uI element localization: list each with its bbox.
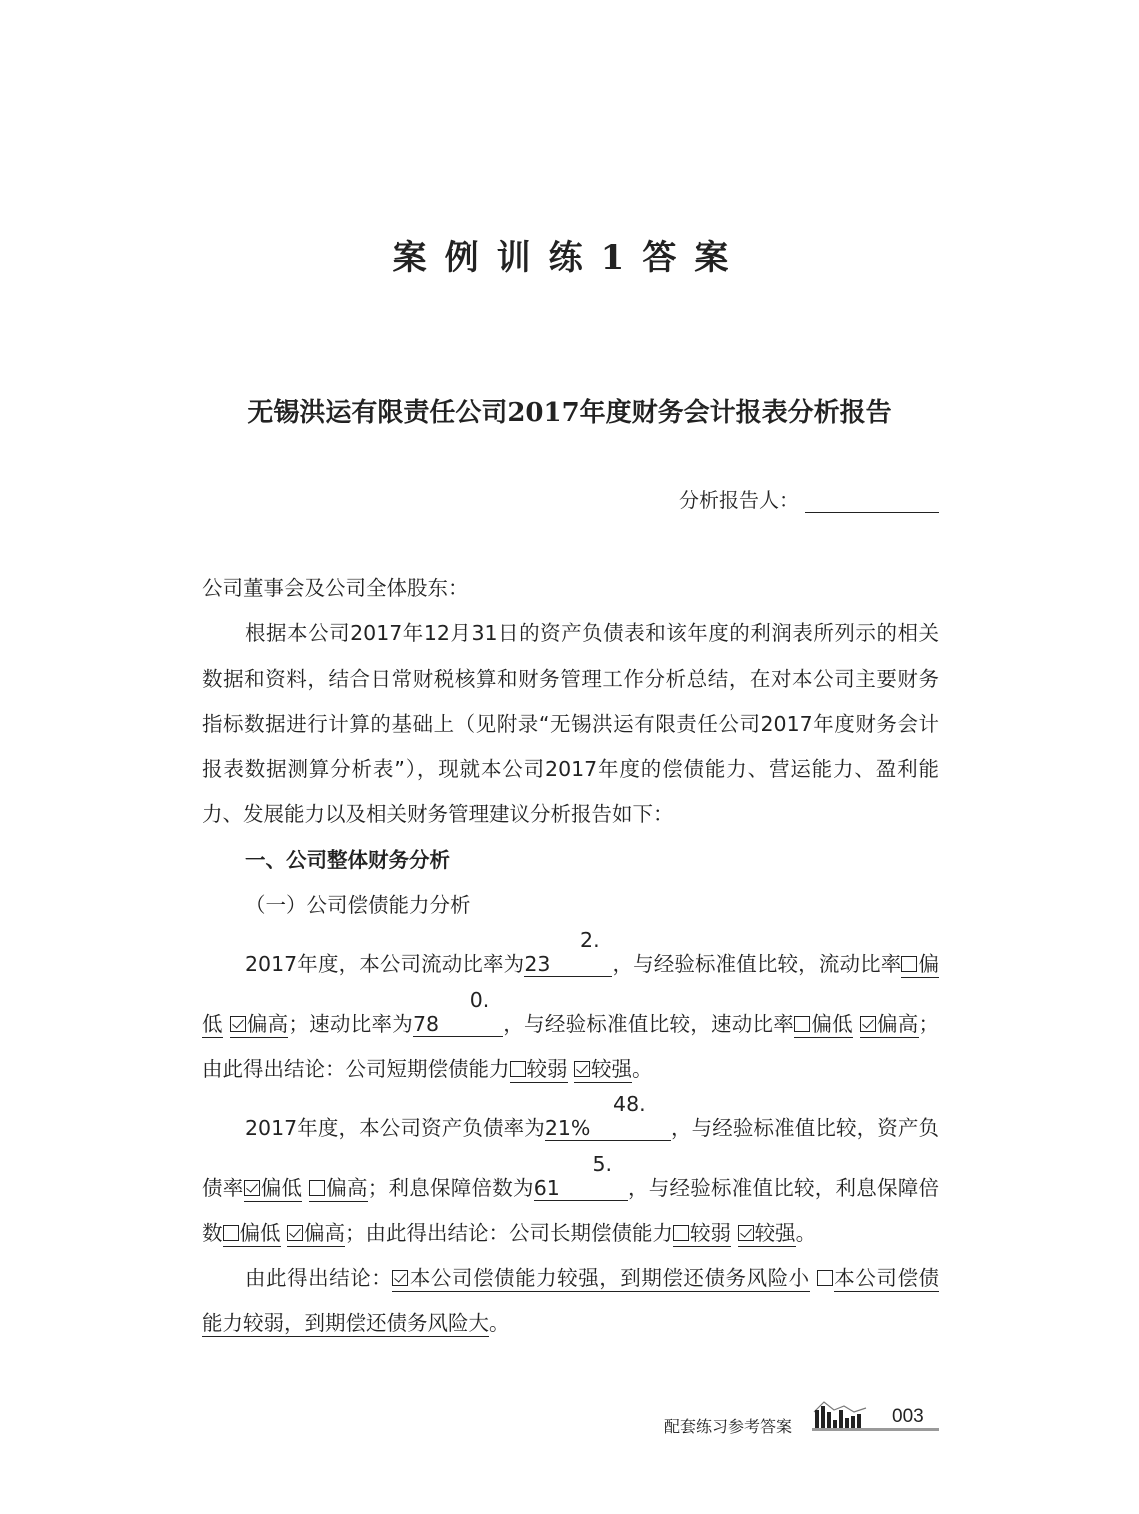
checkbox-checked-icon xyxy=(287,1225,303,1241)
section-heading-1: 一、公司整体财务分析 xyxy=(245,847,450,872)
debt-ratio-options: 偏低 xyxy=(244,1176,303,1202)
checkbox-checked-icon xyxy=(860,1016,876,1032)
page-footer xyxy=(664,1404,939,1436)
overall-conclusion-paragraph: 由此得出结论： 本公司偿债能力较强，到期偿还债务风险小 本公司偿债能力较弱，到期偿还债务风险大。 xyxy=(202,1266,939,1336)
short-term-solvency-paragraph: 2017年度，本公司流动比率为2. 23 ，与经验标准值比较，流动比率 偏低 偏高；速动比率为0. 78 ，与经验标准值比较，速动比率 偏低 偏高；由此得出结论：公司短期偿债能力 较弱 较强。 xyxy=(202,928,940,1081)
checkbox-unchecked-icon xyxy=(901,956,917,972)
reporter-label: 分析报告人： xyxy=(679,488,799,512)
checkbox-checked-icon xyxy=(738,1225,754,1241)
footer-rule xyxy=(812,1428,939,1431)
checkbox-unchecked-icon xyxy=(223,1225,239,1241)
report-body xyxy=(202,566,939,1347)
checkbox-checked-icon xyxy=(574,1061,590,1077)
bar-chart-icon xyxy=(812,1398,870,1428)
report-title: 无锡洪运有限责任公司2017年度财务会计报表分析报告 xyxy=(247,398,892,428)
reporter-line xyxy=(679,484,939,513)
checkbox-checked-icon xyxy=(244,1180,260,1196)
checkbox-unchecked-icon xyxy=(510,1061,526,1077)
quick-ratio-value: 0. 78 xyxy=(413,988,503,1037)
page-number: 003 xyxy=(892,1406,924,1427)
checkbox-unchecked-icon xyxy=(794,1016,810,1032)
checkbox-unchecked-icon xyxy=(817,1270,833,1286)
long-term-conclusion-options: 较弱 xyxy=(673,1221,731,1247)
conclusion-option-1: 本公司偿债能力较强，到期偿还债务风险小 xyxy=(392,1266,809,1292)
salutation: 公司董事会及公司全体股东： xyxy=(202,576,469,600)
current-ratio-value: 2. 23 xyxy=(524,928,612,977)
reporter-blank xyxy=(805,490,939,513)
short-term-conclusion-options: 较弱 xyxy=(510,1057,568,1083)
case-title: 案例训练1答案 xyxy=(392,238,747,278)
intro-paragraph: 根据本公司2017年12月31日的资产负债表和该年度的利润表所列示的相关数据和资料，结合日常财税核算和财务管理工作分析总结，在对本公司主要财务指标数据进行计算的基础上（见附录“无锡洪运有限责任公司2017年度财务会计报表数据测算分析表”），现就本公司2017年度的偿债能力、营运能力、盈利能力、发展能力以及相关财务管理建议分析报告如下： xyxy=(202,621,939,827)
current-ratio-options: 偏低 xyxy=(202,952,940,1036)
conclusion-option-2: 本公司偿债能力较弱，到期偿还债务风险大 xyxy=(202,1266,939,1336)
long-term-solvency-paragraph: 2017年度，本公司资产负债率为48. 21% ，与经验标准值比较，资产负债率 偏低 偏高；利息保障倍数为5. 61 ，与经验标准值比较，利息保障倍数 偏低 偏高；由此得出结论：公司长期偿债能力 较弱 较强。 xyxy=(202,1092,940,1245)
checkbox-unchecked-icon xyxy=(309,1180,325,1196)
interest-cover-value: 5. 61 xyxy=(534,1152,628,1201)
checkbox-checked-icon xyxy=(392,1270,408,1286)
debt-ratio-value: 48. 21% xyxy=(545,1092,671,1141)
checkbox-checked-icon xyxy=(230,1016,246,1032)
footer-label: 配套练习参考答案 xyxy=(664,1417,793,1436)
quick-ratio-options: 偏低 xyxy=(794,1012,853,1038)
checkbox-unchecked-icon xyxy=(673,1225,689,1241)
subsection-heading-1: （一）公司偿债能力分析 xyxy=(245,893,471,918)
interest-cover-options: 偏低 xyxy=(223,1221,281,1247)
